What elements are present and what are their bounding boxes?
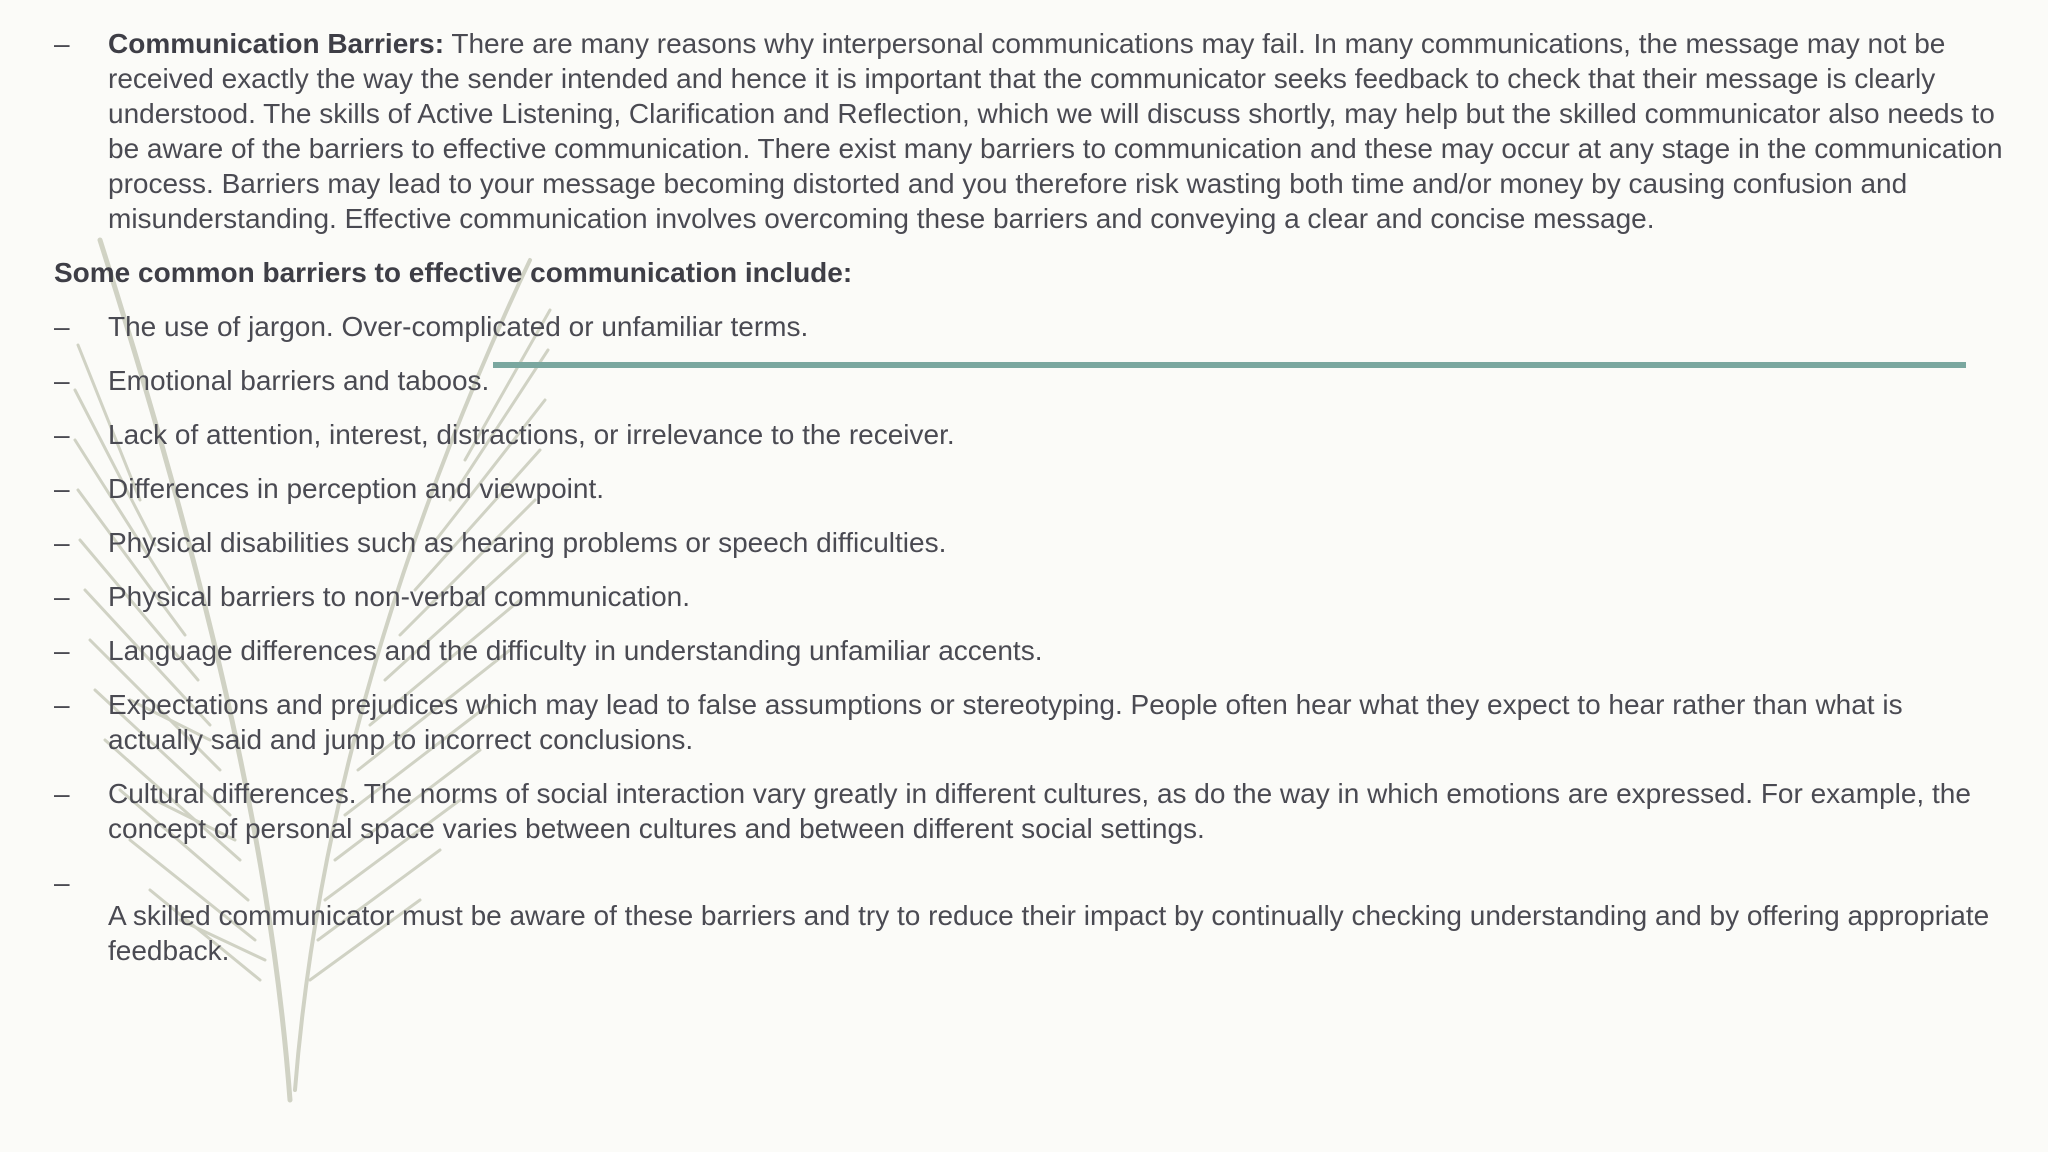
list-heading: Some common barriers to effective communication include: [54, 257, 853, 288]
bullet-dash: – [54, 689, 70, 720]
list-item-text: Physical disabilities such as hearing problems or speech difficulties. [108, 527, 947, 558]
bullet-dash: – [54, 635, 70, 666]
list-item [54, 776, 2014, 846]
bullet-dash: – [54, 527, 70, 558]
bullet-dash: – [54, 778, 70, 809]
bullet-dash: – [54, 365, 70, 396]
list-item-text: Physical barriers to non-verbal communication. [108, 581, 691, 612]
intro-title: Communication Barriers: [108, 28, 445, 59]
list-item-text: Differences in perception and viewpoint. [108, 473, 605, 504]
list-item-text: The use of jargon. Over-complicated or unfamiliar terms. [108, 311, 809, 342]
closing-paragraph: A skilled communicator must be aware of these barriers and try to reduce their impact by continually checking understanding and by offering appropriate feedback. [108, 900, 1990, 966]
list-item-text: Lack of attention, interest, distractions, or irrelevance to the receiver. [108, 419, 955, 450]
bullet-dash: – [54, 419, 70, 450]
bullet-dash: – [54, 28, 70, 59]
list-item [54, 687, 2014, 757]
list-item-text: Emotional barriers and taboos. [108, 365, 490, 396]
slide-content [54, 26, 2014, 968]
list-item [54, 633, 2014, 668]
list-item [54, 417, 2014, 452]
intro-text [108, 26, 2014, 236]
bullet-dash: – [54, 473, 70, 504]
empty-list-item [54, 865, 2014, 900]
list-item [54, 579, 2014, 614]
list-item-text: Cultural differences. The norms of social interaction vary greatly in different cultures, as do the way in which emotions are expressed. For example, the concept of personal space varies between cultures and between different social settings. [108, 778, 1971, 844]
list-item-text: Language differences and the difficulty in understanding unfamiliar accents. [108, 635, 1043, 666]
bullet-dash: – [54, 311, 70, 342]
list-item-text: Expectations and prejudices which may lead to false assumptions or stereotyping. People often hear what they expect to hear rather than what is actually said and jump to incorrect conclusions. [108, 689, 1903, 755]
list-item [54, 525, 2014, 560]
intro-body: There are many reasons why interpersonal communications may fail. In many communications, the message may not be received exactly the way the sender intended and hence it is important that the communicator seeks feedback to check that their message is clearly understood. The skills of Active Listening, Clarification and Reflection, which we will discuss shortly, may help but the skilled communicator also needs to be aware of the barriers to effective communication. There exist many barriers to communication and these may occur at any stage in the communication process. Barriers may lead to your message becoming distorted and you therefore risk wasting both time and/or money by causing confusion and misunderstanding. Effective communication involves overcoming these barriers and conveying a clear and concise message. [108, 28, 2003, 234]
bullet-dash: – [54, 581, 70, 612]
list-item [54, 471, 2014, 506]
list-item [54, 363, 2014, 398]
bullet-dash: – [54, 867, 70, 898]
list-item [54, 309, 2014, 344]
intro-paragraph [54, 26, 2014, 236]
